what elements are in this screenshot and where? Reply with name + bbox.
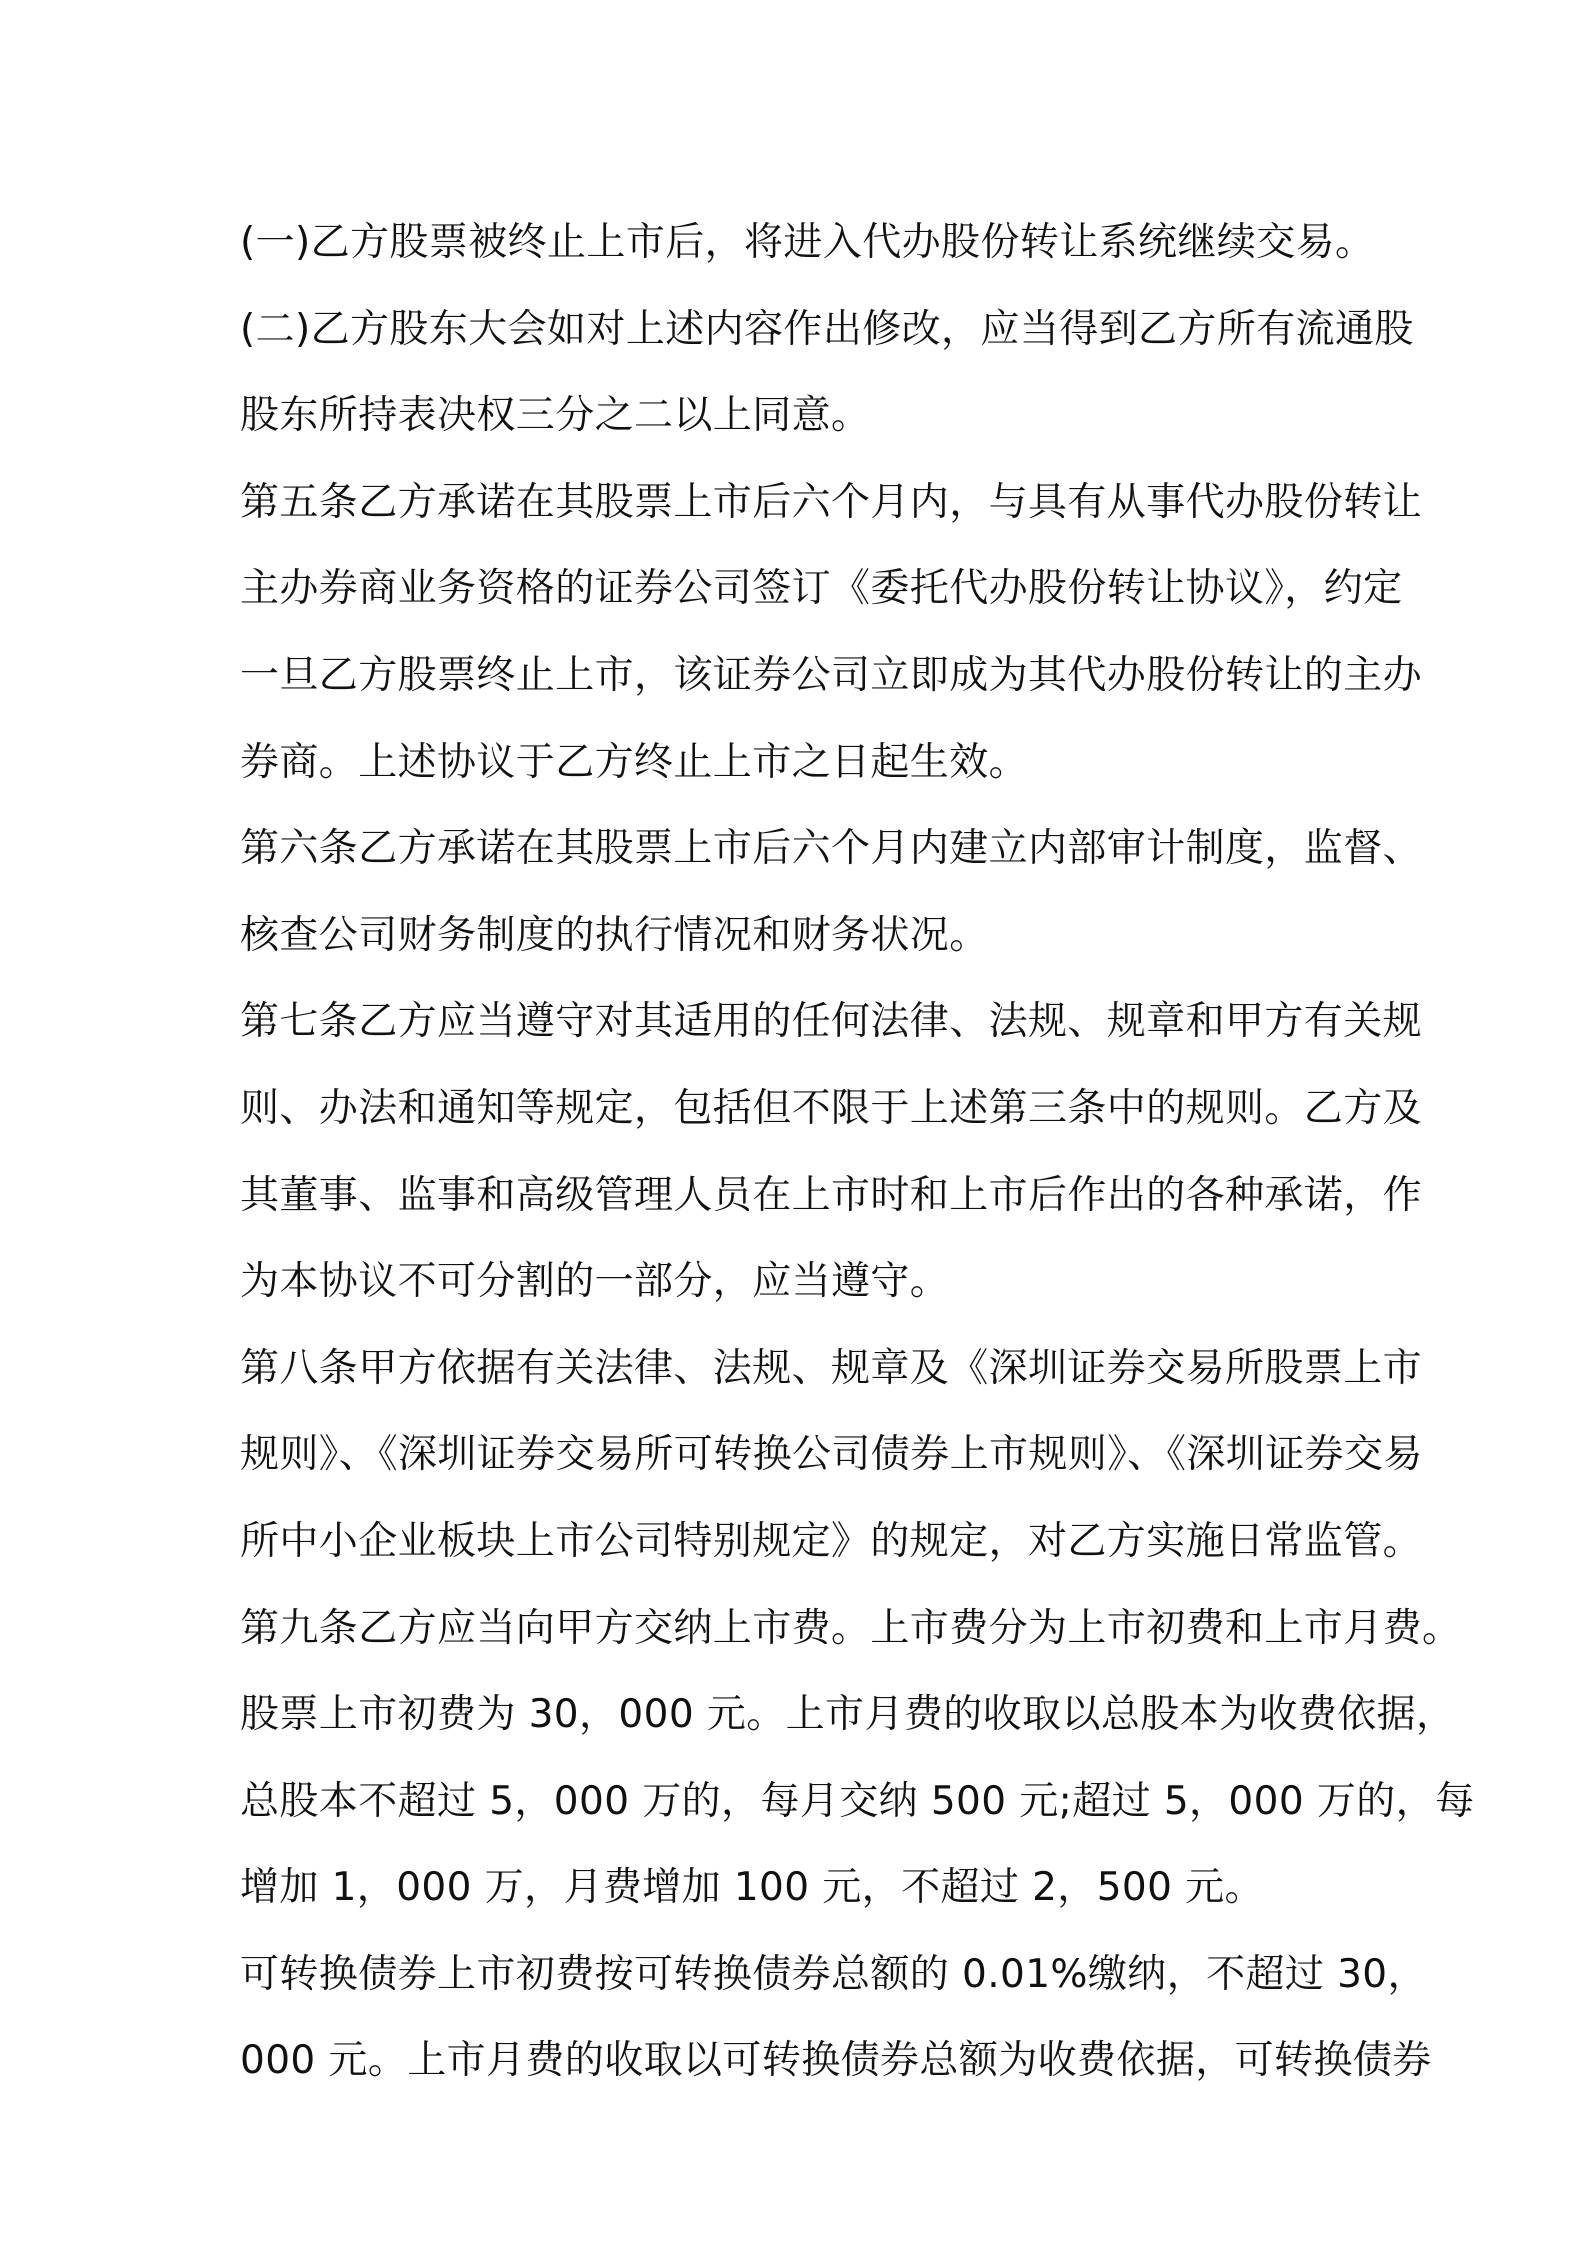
- text-line: 为本协议不可分割的一部分，应当遵守。: [240, 1259, 950, 1305]
- text-line: (二)乙方股东大会如对上述内容作出修改，应当得到乙方所有流通股: [240, 306, 1414, 352]
- text-line: 第八条甲方依据有关法律、法规、规章及《深圳证券交易所股票上市: [240, 1345, 1423, 1391]
- text-line: 一旦乙方股票终止上市，该证券公司立即成为其代办股份转让的主办: [240, 652, 1423, 698]
- text-line: 增加 1，000 万，月费增加 100 元，不超过 2，500 元。: [240, 1865, 1264, 1911]
- text-line: 核查公司财务制度的执行情况和财务状况。: [240, 912, 989, 958]
- text-line: 规则》、《深圳证券交易所可转换公司债券上市规则》、《深圳证券交易: [240, 1432, 1423, 1478]
- text-line: 股东所持表决权三分之二以上同意。: [240, 393, 871, 439]
- text-line: 其董事、监事和高级管理人员在上市时和上市后作出的各种承诺，作: [240, 1172, 1423, 1218]
- text-line: 券商。上述协议于乙方终止上市之日起生效。: [240, 739, 1029, 785]
- text-line: 总股本不超过 5，000 万的，每月交纳 500 元;超过 5，000 万的，每: [240, 1778, 1475, 1824]
- text-line: 股票上市初费为 30，000 元。上市月费的收取以总股本为收费依据，: [240, 1692, 1456, 1738]
- text-line: 所中小企业板块上市公司特别规定》的规定，对乙方实施日常监管。: [240, 1518, 1423, 1564]
- text-line: 第九条乙方应当向甲方交纳上市费。上市费分为上市初费和上市月费。: [240, 1605, 1462, 1651]
- text-line: (一)乙方股票被终止上市后，将进入代办股份转让系统继续交易。: [240, 220, 1375, 265]
- document-body: [240, 200, 1475, 2105]
- text-line: 主办券商业务资格的证券公司签订《委托代办股份转让协议》，约定: [240, 566, 1403, 612]
- text-line: 000 元。上市月费的收取以可转换债券总额为收费依据，可转换债券: [240, 2038, 1432, 2084]
- text-line: 第七条乙方应当遵守对其适用的任何法律、法规、规章和甲方有关规: [240, 999, 1423, 1045]
- text-line: 第六条乙方承诺在其股票上市后六个月内建立内部审计制度，监督、: [240, 826, 1423, 872]
- text-line: 第五条乙方承诺在其股票上市后六个月内，与具有从事代办股份转让: [240, 479, 1423, 525]
- text-line: 可转换债券上市初费按可转换债券总额的 0.01%缴纳，不超过 30，: [240, 1951, 1427, 1997]
- text-line: 则、办法和通知等规定，包括但不限于上述第三条中的规则。乙方及: [240, 1085, 1423, 1131]
